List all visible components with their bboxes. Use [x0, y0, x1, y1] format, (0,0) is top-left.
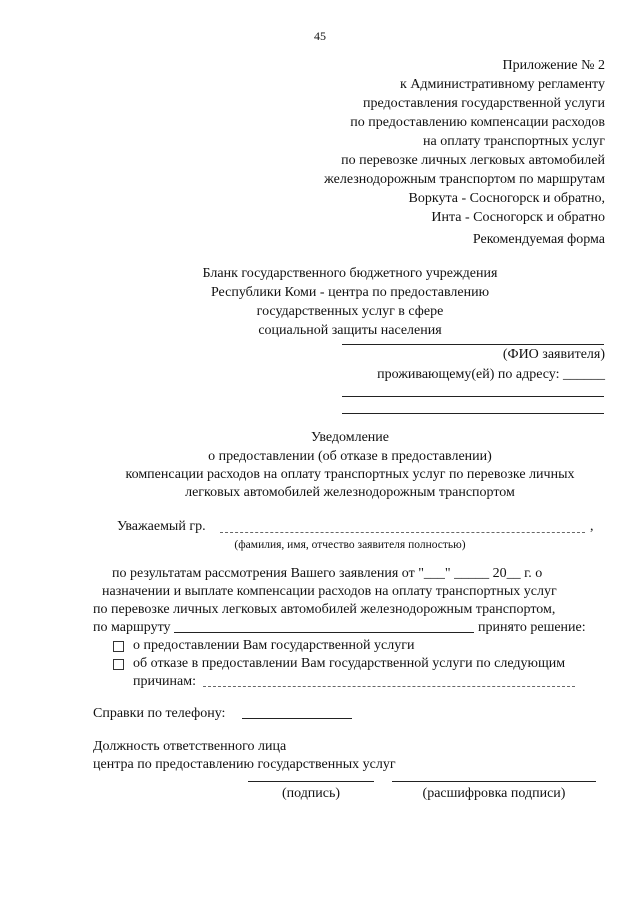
- appendix-line-6: по перевозке личных легковых автомобилей: [341, 153, 605, 168]
- signature-decoding-caption: (расшифровка подписи): [422, 786, 566, 801]
- phone-line: [242, 718, 352, 719]
- notice-line-3: легковых автомобилей железнодорожным транспортом: [185, 485, 515, 500]
- fio-line: [342, 344, 604, 345]
- official-position-line-1: Должность ответственного лица: [93, 739, 287, 754]
- signature-caption: (подпись): [281, 786, 341, 801]
- grant-checkbox[interactable]: [113, 641, 124, 652]
- notice-line-1: о предоставлении (об отказе в предоставлении): [208, 449, 492, 464]
- reasons-line: [203, 686, 575, 687]
- appendix-line-4: по предоставлению компенсации расходов: [350, 115, 605, 130]
- appendix-line-5: на оплату транспортных услуг: [423, 134, 605, 149]
- phone-label: Справки по телефону:: [93, 706, 226, 721]
- notice-line-2: компенсации расходов на оплату транспортных услуг по перевозке личных: [125, 467, 575, 482]
- appendix-line-8: Воркута - Сосногорск и обратно,: [408, 191, 605, 206]
- institution-line-1: Бланк государственного бюджетного учреждения: [202, 266, 498, 281]
- recommended-form: Рекомендуемая форма: [472, 232, 605, 247]
- reasons-label: причинам:: [133, 674, 196, 689]
- fio-caption: (ФИО заявителя): [502, 347, 605, 362]
- greeting-text: Уважаемый гр.: [117, 519, 206, 534]
- institution-line-3: государственных услуг в сфере: [256, 304, 444, 319]
- body-line-2: назначении и выплате компенсации расходов на оплату транспортных услуг: [102, 584, 557, 599]
- route-line: [174, 632, 474, 633]
- applicant-name-caption: (фамилия, имя, отчество заявителя полностью): [234, 539, 466, 551]
- appendix-line-2: к Административному регламенту: [400, 77, 605, 92]
- appendix-line-9: Инта - Сосногорск и обратно: [431, 210, 605, 225]
- official-position-line-2: центра по предоставлению государственных услуг: [93, 757, 396, 772]
- route-tail: принято решение:: [478, 620, 586, 635]
- institution-line-4: социальной защиты населения: [258, 323, 442, 338]
- appendix-line-1: Приложение № 2: [502, 58, 605, 73]
- refuse-option-label: об отказе в предоставлении Вам государственной услуги по следующим: [133, 656, 566, 671]
- refuse-checkbox[interactable]: [113, 659, 124, 670]
- signature-decoding-line: [392, 781, 596, 782]
- body-line-1: по результатам рассмотрения Вашего заявления от "___" _____ 20__ г. о: [112, 566, 543, 581]
- notice-title: Уведомление: [310, 430, 389, 445]
- applicant-name-line: [220, 532, 585, 533]
- institution-line-2: Республики Коми - центра по предоставлению: [210, 285, 490, 300]
- address-line-1: [342, 396, 604, 397]
- body-line-3: по перевозке личных легковых автомобилей железнодорожным транспортом,: [93, 602, 556, 617]
- route-label: по маршруту: [93, 620, 171, 635]
- greeting-comma: ,: [590, 519, 594, 534]
- page-number: 45: [314, 29, 326, 43]
- signature-line: [248, 781, 374, 782]
- address-line-2: [342, 413, 604, 414]
- appendix-line-3: предоставления государственной услуги: [363, 96, 605, 111]
- grant-option-label: о предоставлении Вам государственной услуги: [133, 638, 415, 653]
- appendix-line-7: железнодорожным транспортом по маршрутам: [324, 172, 605, 187]
- address-label: проживающему(ей) по адресу: ______: [377, 367, 605, 382]
